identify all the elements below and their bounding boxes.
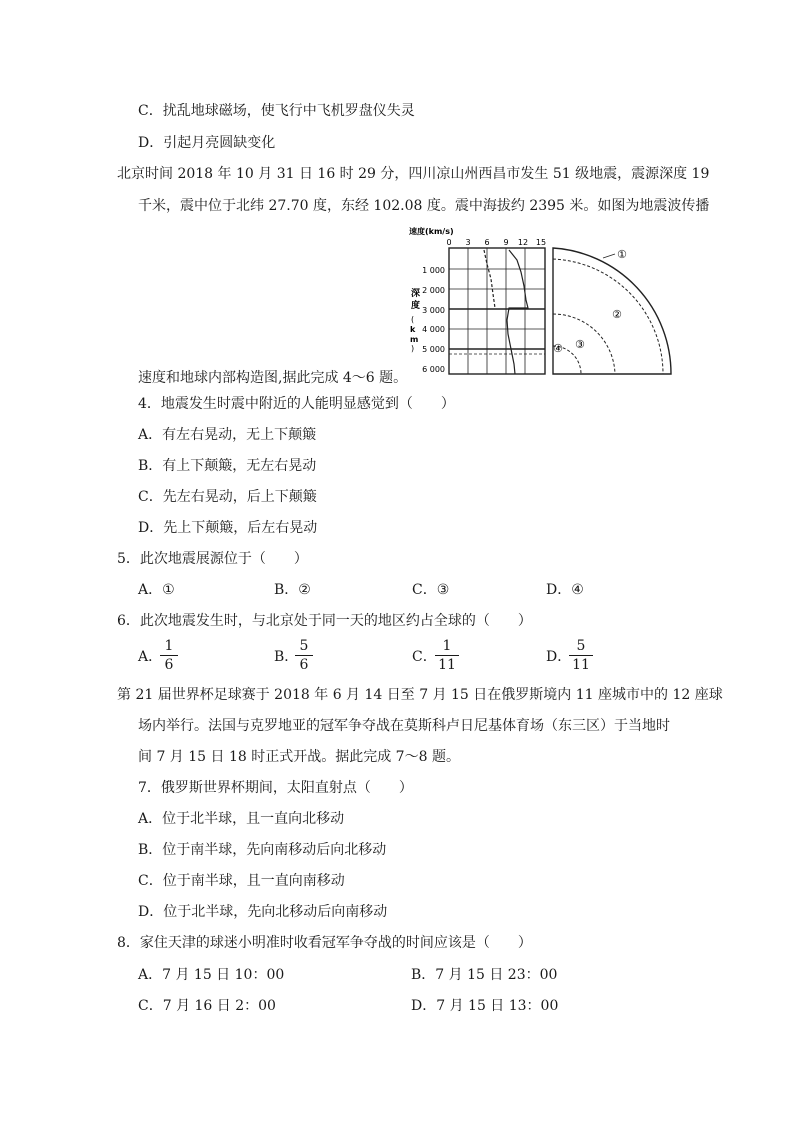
q6-stem: 6．此次地震发生时，与北京处于同一天的地区约占全球的（ ）: [117, 613, 532, 629]
q6-option-a-label: A．: [138, 649, 163, 665]
speed-tick: 3: [465, 238, 471, 247]
q5-stem: 5．此次地震展源位于（ ）: [117, 551, 308, 567]
numerator: 1: [442, 638, 452, 654]
denominator: 6: [164, 657, 174, 673]
layer-marker-3: ③: [575, 338, 585, 351]
q6-option-a-fraction: [160, 638, 178, 673]
passage2-line3: 间 7 月 15 日 18 时正式开战。据此完成 7～8 题。: [138, 749, 460, 765]
q4-option-d: D．先上下颠簸，后左右晃动: [138, 520, 318, 536]
numerator: 5: [576, 638, 586, 654]
denominator: 6: [299, 657, 309, 673]
q3-option-d: D．引起月亮圆缺变化: [138, 135, 276, 151]
speed-depth-grid: [449, 248, 545, 374]
q5-option-b: [274, 580, 311, 600]
speed-tick: 12: [517, 238, 529, 247]
q5-option-a: [138, 580, 175, 600]
seismic-figure-svg: [405, 224, 675, 376]
q5-option-c-label: C．: [412, 582, 437, 598]
q6-option-d-fraction: [569, 638, 593, 673]
svg-text:): ): [411, 344, 415, 353]
svg-text:深: 深: [411, 289, 421, 299]
q7-stem: 7．俄罗斯世界杯期间，太阳直射点（ ）: [138, 780, 413, 796]
depth-tick: 3 000: [422, 306, 445, 315]
q8-option-c: C．7 月 16 日 2：00: [138, 998, 276, 1014]
layer-marker-4: ④: [553, 342, 563, 355]
q4-option-b: B．有上下颠簸，无左右晃动: [138, 458, 317, 474]
q8-stem: 8．家住天津的球迷小明准时收看冠军争夺战的时间应该是（ ）: [117, 935, 532, 951]
numerator: 1: [164, 638, 174, 654]
speed-tick: 0: [446, 238, 452, 247]
q5-option-c-value: ③: [436, 582, 450, 598]
q7-option-c: C．位于南半球，且一直向南移动: [138, 873, 345, 889]
layer-marker-1: ①: [617, 248, 627, 261]
passage1-line1: 北京时间 2018 年 10 月 31 日 16 时 29 分，四川凉山州西昌市发生 51 级地震，震源深度 19: [117, 166, 710, 182]
depth-tick: 1 000: [422, 266, 445, 275]
passage1-line2: 千米，震中位于北纬 27.70 度，东经 102.08 度。震中海拔约 2395 米。如图为地震波传播: [138, 198, 710, 214]
passage2-line1: 第 21 届世界杯足球赛于 2018 年 6 月 14 日至 7 月 15 日在俄罗斯境内 11 座城市中的 12 座球: [117, 687, 723, 703]
speed-tick: 6: [484, 238, 490, 247]
q5-option-d: [546, 580, 584, 600]
q8-option-b: B．7 月 15 日 23：00: [411, 967, 558, 983]
q5-option-c: [412, 580, 449, 600]
q5-option-a-label: A．: [138, 582, 163, 598]
depth-tick: 4 000: [422, 325, 445, 334]
speed-axis-label: 速度(km/s): [409, 227, 454, 236]
layer-marker-2: ②: [612, 308, 622, 321]
speed-tick: 9: [503, 238, 509, 247]
depth-tick: 6 000: [422, 365, 445, 374]
depth-tick: 5 000: [422, 345, 445, 354]
q5-option-d-label: D．: [546, 582, 572, 598]
s-wave-curve: [484, 250, 495, 308]
q5-option-b-label: B．: [274, 582, 299, 598]
q7-option-a: A．位于北半球，且一直向北移动: [138, 811, 345, 827]
q4-option-c: C．先左右晃动，后上下颠簸: [138, 489, 317, 505]
q6-option-b-label: B．: [274, 649, 299, 665]
seismic-figure: [405, 224, 675, 376]
q5-option-b-value: ②: [298, 582, 311, 598]
q6-option-d-label: D．: [546, 649, 572, 665]
speed-tick: 15: [535, 238, 547, 247]
passage1-line3: 速度和地球内部构造图,据此完成 4～6 题。: [138, 370, 408, 386]
numerator: 5: [299, 638, 309, 654]
depth-axis-label: [410, 287, 420, 353]
q7-option-b: B．位于南半球，先向南移动后向北移动: [138, 842, 387, 858]
svg-text:k: k: [410, 325, 416, 334]
q4-stem: 4．地震发生时震中附近的人能明显感觉到（ ）: [138, 396, 455, 412]
q8-option-a: A．7 月 15 日 10：00: [138, 967, 285, 983]
denominator: 11: [572, 657, 590, 673]
q6-option-c-label: C．: [412, 649, 437, 665]
passage2-line2: 场内举行。法国与克罗地亚的冠军争夺战在莫斯科卢日尼基体育场（东三区）于当地时: [138, 718, 670, 734]
q6-option-c-fraction: [435, 638, 459, 673]
svg-text:度: 度: [411, 301, 421, 311]
q6-option-b-fraction: [295, 638, 313, 673]
q3-option-c: C．扰乱地球磁场，使飞行中飞机罗盘仪失灵: [138, 103, 415, 119]
q7-option-d: D．位于北半球，先向北移动后向南移动: [138, 904, 388, 920]
depth-tick: 2 000: [422, 286, 445, 295]
q4-option-a: A．有左右晃动，无上下颠簸: [138, 427, 317, 443]
q8-option-d: D．7 月 15 日 13：00: [411, 998, 559, 1014]
svg-text:(: (: [411, 315, 415, 324]
svg-text:m: m: [410, 335, 419, 344]
q5-option-d-value: ④: [571, 582, 584, 598]
q5-option-a-value: ①: [162, 582, 175, 598]
denominator: 11: [438, 657, 456, 673]
